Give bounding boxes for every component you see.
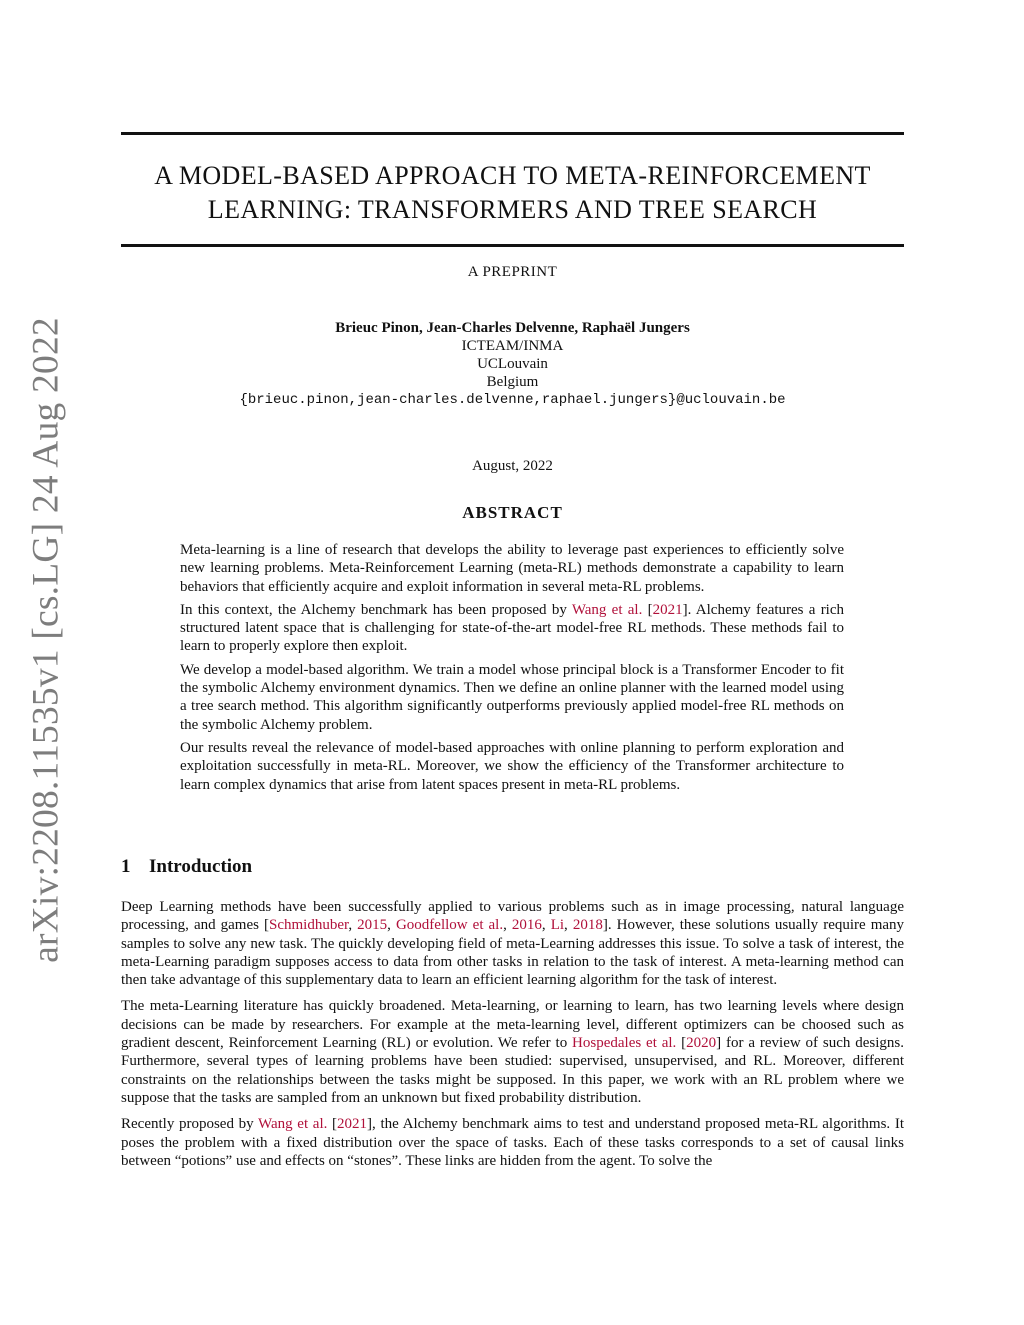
publication-date: August, 2022 xyxy=(472,458,553,474)
citation-hospedales-year-link[interactable]: 2020 xyxy=(686,1035,717,1052)
body-text: , xyxy=(503,917,512,934)
author-emails: {brieuc.pinon,jean-charles.delvenne,raphael.jungers}@uclouvain.be xyxy=(239,392,786,408)
author-block xyxy=(121,319,904,409)
body-text: , xyxy=(348,917,358,934)
citation-wang-year-link[interactable]: 2021 xyxy=(337,1116,368,1133)
title-top-rule xyxy=(121,132,904,135)
abstract-paragraph-2 xyxy=(180,601,844,656)
body-paragraph-2 xyxy=(121,997,904,1107)
citation-wang-link[interactable]: Wang et al. xyxy=(571,601,643,618)
affiliation-university: UCLouvain xyxy=(477,356,548,372)
body-text: [ xyxy=(327,1116,338,1133)
citation-li-link[interactable]: Li xyxy=(550,917,565,934)
section-heading-introduction xyxy=(121,856,252,878)
arxiv-identifier: arXiv:2208.11535v1 [cs.LG] 24 Aug 2022 xyxy=(25,317,67,963)
citation-schmidhuber-link[interactable]: Schmidhuber xyxy=(268,917,349,934)
citation-li-year-link[interactable]: 2018 xyxy=(572,917,603,934)
body-text: ] for a review of such designs. Furthermore, several types of learning problems have been studied: supervised, unsupervised, and RL. Moreover, different constraints on the relationships between the tasks might be supposed. In this paper, we work with an RL problem where we suppose that the tasks are sampled from an unknown but fixed probability distribution. xyxy=(121,1035,904,1106)
introduction-body xyxy=(121,898,904,1178)
section-title: Introduction xyxy=(149,856,253,877)
citation-goodfellow-link[interactable]: Goodfellow et al. xyxy=(395,917,504,934)
abstract-text: In this context, the Alchemy benchmark has been proposed by xyxy=(180,601,572,618)
body-text: , xyxy=(541,917,551,934)
abstract-text: ]. Alchemy features a rich structured latent space that is challenging for state-of-the-art model-free RL methods. These methods fail to learn to properly explore then exploit. xyxy=(180,601,845,655)
preprint-label: A PREPRINT xyxy=(467,264,558,280)
body-paragraph-1 xyxy=(121,898,904,989)
abstract-text: [ xyxy=(642,601,653,618)
abstract-paragraph-1: Meta-learning is a line of research that develops the ability to leverage past experiences to efficiently solve new learning problems. Meta-Reinforcement Learning (meta-RL) methods demonstrate a capability to learn behaviors that efficiently acquire and exploit information in several meta-RL problems. xyxy=(180,542,844,595)
body-text: ]. However, these solutions usually require many samples to solve any new task. The quickly developing field of meta-Learning addresses this issue. To solve a task of interest, the meta-Learning paradigm supposes access to data from other tasks in relation to the task of interest. A meta-learning method can then take advantage of this supplementary data to learn an efficient learning algorithm for the task of interest. xyxy=(121,917,905,989)
body-text: , xyxy=(564,917,573,934)
citation-hospedales-link[interactable]: Hospedales et al. xyxy=(572,1035,677,1052)
abstract-paragraph-4: Our results reveal the relevance of model-based approaches with online planning to perform exploration and exploitation successfully in meta-RL. Moreover, we show the efficiency of the Transformer architecture to learn complex dynamics that arise from latent spaces present in meta-RL problems. xyxy=(180,739,844,793)
abstract-heading: ABSTRACT xyxy=(462,503,563,522)
abstract-body xyxy=(180,541,844,799)
abstract-paragraph-3: We develop a model-based algorithm. We train a model whose principal block is a Transformer Encoder to fit the symbolic Alchemy environment dynamics. Then we define an online planner with the learned model using a tree search method. This algorithm significantly outperforms previously applied model-free RL methods on the symbolic Alchemy problem. xyxy=(180,661,844,733)
paper-title xyxy=(121,159,904,227)
body-text: ], the Alchemy benchmark aims to test and understand proposed meta-RL algorithms. It poses the problem with a fixed distribution over the space of tasks. Each of these tasks corresponds to a set of causal links between “potions” use and effects on “stones”. These links are hidden from the agent. To solve the xyxy=(121,1116,904,1169)
citation-goodfellow-year-link[interactable]: 2016 xyxy=(511,917,542,934)
author-names: Brieuc Pinon, Jean-Charles Delvenne, Raphaël Jungers xyxy=(335,320,690,336)
citation-schmidhuber-year-link[interactable]: 2015 xyxy=(357,917,388,934)
affiliation-department: ICTEAM/INMA xyxy=(461,338,564,354)
body-text: Deep Learning methods have been successfully applied to various problems such as in image processing, natural language processing, and games [ xyxy=(121,899,904,934)
body-paragraph-3 xyxy=(121,1115,904,1170)
body-text: Recently proposed by xyxy=(121,1116,259,1133)
body-text: The meta-Learning literature has quickly broadened. Meta-learning, or learning to learn, has two learning levels where design decisions can be made by researchers. For example at the meta-learning level, different optimizers can be choosed such as gradient descent, Reinforcement Learning (RL) or evolution. We refer to xyxy=(121,998,904,1052)
body-text: [ xyxy=(676,1035,687,1052)
citation-wang-link[interactable]: Wang et al. xyxy=(258,1116,328,1133)
title-line-1: A MODEL-BASED APPROACH TO META-REINFORCEMENT xyxy=(154,161,871,190)
citation-wang-year-link[interactable]: 2021 xyxy=(652,601,683,618)
affiliation-country: Belgium xyxy=(486,374,539,390)
title-line-2: LEARNING: TRANSFORMERS AND TREE SEARCH xyxy=(207,195,818,224)
body-text: , xyxy=(387,917,396,934)
title-bottom-rule xyxy=(121,244,904,247)
section-number: 1 xyxy=(121,856,131,877)
